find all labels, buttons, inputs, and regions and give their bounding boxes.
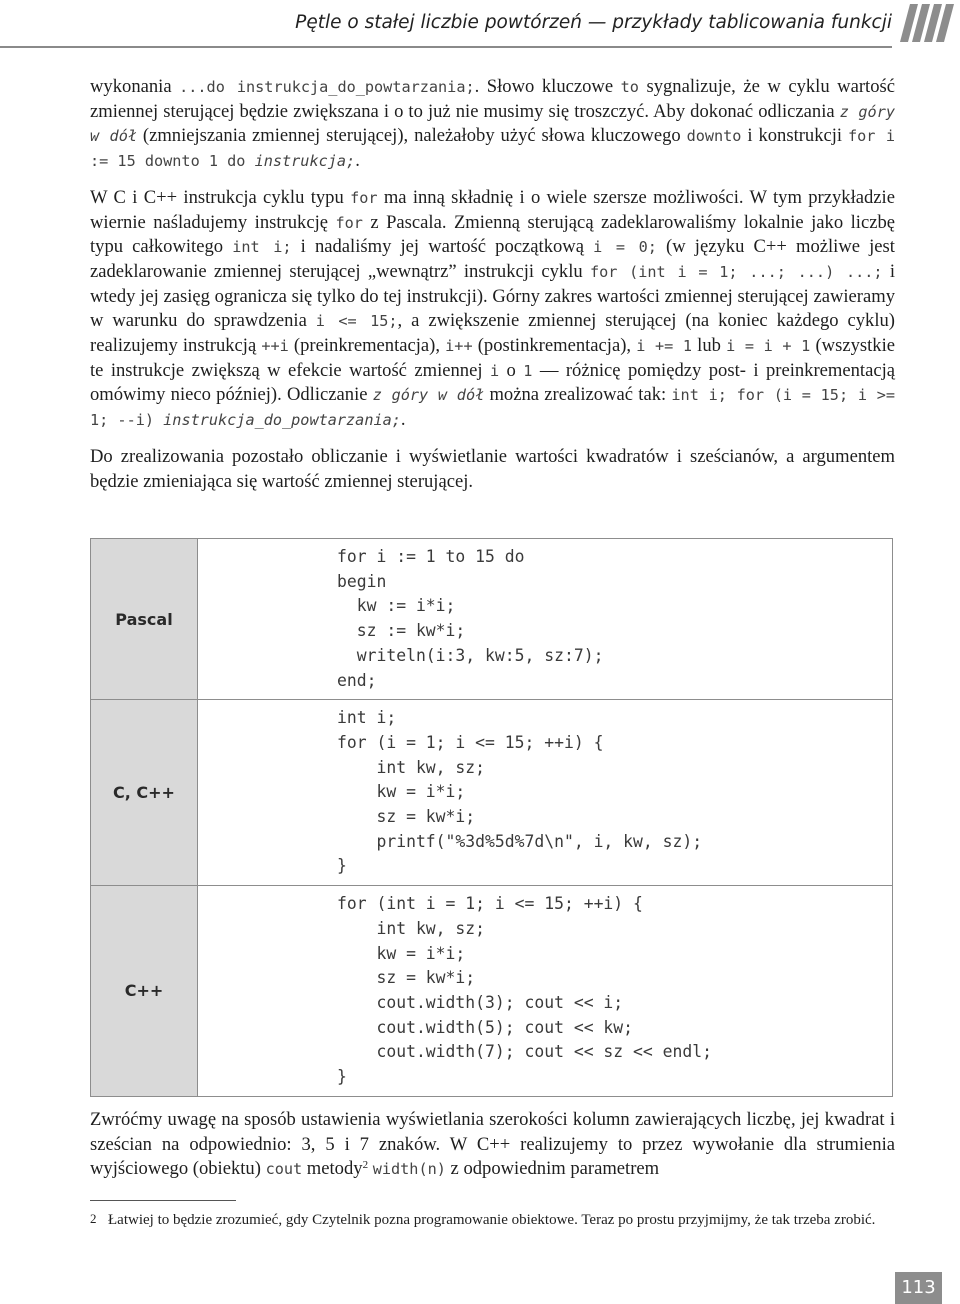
header-rule xyxy=(0,46,892,48)
paragraph-4: Zwróćmy uwagę na sposób ustawienia wyświetlania szerokości kolumn zawierających liczbę, jej kwadrat i sześcian na odpowiednio: 3, 5 i 7 znaków. W C++ realizujemy to przez wywołanie dla strumienia wyjściowego (obiektu) cout metody$^2$ width(n) z odpowiednim parametrem xyxy=(90,1109,895,1180)
language-label: C, C++ xyxy=(91,700,198,886)
table-row xyxy=(91,886,893,1097)
footnote-reference: 2 xyxy=(362,1159,369,1172)
code-block: int i; for (i = 1; i <= 15; ++i) { int kw, sz; kw = i*i; sz = kw*i; printf("%3d%5d%7d\n", i, kw, sz); } xyxy=(337,708,703,876)
code-cell xyxy=(198,886,893,1097)
page-number: 113 xyxy=(895,1272,942,1304)
header-stripes-decoration xyxy=(900,4,954,42)
closing-text xyxy=(90,1108,895,1182)
table-row xyxy=(91,539,893,700)
running-header-title: Pętle o stałej liczbie powtórzeń — przykłady tablicowania funkcji xyxy=(295,12,892,33)
code-block: for (int i = 1; i <= 15; ++i) { int kw, sz; kw = i*i; sz = kw*i; cout.width(3); cout << i; cout.width(5); cout << kw; cout.width(7); cout << sz << endl; } xyxy=(337,894,712,1087)
code-cell xyxy=(198,539,893,700)
footnote-mark: 2 xyxy=(90,1211,97,1226)
paragraph-1: wykonania ...do instrukcja_do_powtarzania;. Słowo kluczowe to sygnalizuje, że w cyklu wartość zmiennej sterującej będzie zwiększana i o to już nie musimy się troszczyć. Aby dokonać odliczania z góry w dół (zmniejszania zmiennej sterującej), należałoby użyć słowa kluczowego downto i konstrukcji for i := 15 downto 1 do instrukcja;. xyxy=(90,76,895,172)
footnote-rule xyxy=(90,1200,236,1201)
running-header xyxy=(0,0,960,48)
paragraph-3: Do zrealizowania pozostało obliczanie i wyświetlanie wartości kwadratów i sześcianów, a argumentem będzie zmieniająca się wartość zmiennej sterującej. xyxy=(90,445,895,492)
paragraph-2: W C i C++ instrukcja cyklu typu for ma inną składnię i o wiele szersze możliwości. W tym przykładzie wiernie naśladujemy instrukcję for z Pascala. Zmienną sterującą zadeklarowaliśmy lokalnie jako liczbę typu całkowitego int i; i nadaliśmy jej wartość początkową i = 0; (w języku C++ możliwe jest zadeklarowanie zmiennej sterującej „wewnątrz” instrukcji cyklu for (int i = 1; ...; ...) ...; i wtedy jej zasięg ogranicza się tylko do tej instrukcji). Górny zakres wartości zmiennej sterującej zawieramy w warunku do sprawdzenia i <= 15;, a zwiększenie zmiennej sterującej (na koniec każdego cyklu) realizujemy instrukcją ++i (preinkrementacja), i++ (postinkrementacja), i += 1 lub i = i + 1 (wszystkie te instrukcje zwiększą w efekcie wartość zmiennej i o 1 — różnicę pomiędzy post- i preinkrementacją omówimy nieco później). Odliczanie z góry w dół można zrealizować tak: int i; for (i = 15; i >= 1; --i) instrukcja_do_powtarzania;. xyxy=(90,186,895,431)
code-block: for i := 1 to 15 do begin kw := i*i; sz := kw*i; writeln(i:3, kw:5, sz:7); end; xyxy=(337,547,604,690)
language-label: C++ xyxy=(91,886,198,1097)
language-label: Pascal xyxy=(91,539,198,700)
code-cell xyxy=(198,700,893,886)
footnote xyxy=(90,1208,895,1231)
main-text xyxy=(90,75,895,494)
footnote-text: Łatwiej to będzie zrozumieć, gdy Czytelnik pozna programowanie obiektowe. Teraz po prostu przyjmijmy, że tak trzeba zrobić. xyxy=(108,1212,876,1228)
code-comparison-table xyxy=(90,538,893,1097)
table-row xyxy=(91,700,893,886)
